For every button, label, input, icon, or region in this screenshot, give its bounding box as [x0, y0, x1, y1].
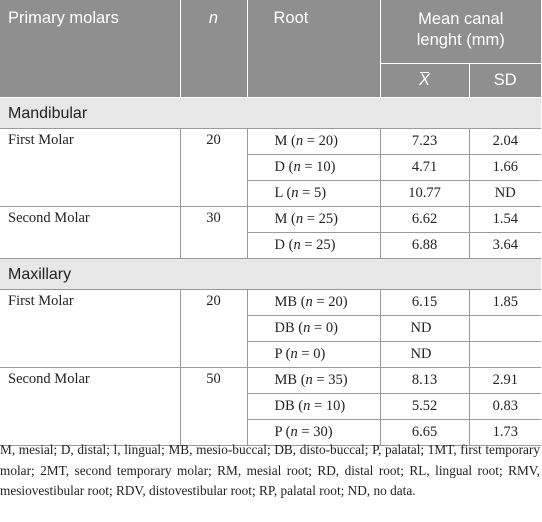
table-row: [0, 367, 541, 393]
table-footnote: M, mesial; D, distal; l, lingual; MB, mesio-buccal; DB, disto-buccal; P, palatal; 1MT, first temporary molar; 2MT, second temporary molar; RM, mesial root; RD, distal root; RL, lingual root; RMV, mesiovestibular root; RDV, distovestibular root; RP, palatal root; ND, no data.: [0, 442, 540, 498]
n-symbol: n: [305, 293, 313, 310]
n-symbol: n: [303, 319, 311, 336]
root-count: 0: [313, 345, 321, 362]
mean-value: 6.15: [380, 289, 469, 315]
header-root: Root: [247, 0, 380, 97]
section-row: [0, 97, 541, 128]
sd-value: 0.83: [469, 393, 541, 419]
table-row: [0, 206, 541, 232]
root-count: 20: [318, 132, 334, 149]
tooth-name: First Molar: [0, 128, 180, 206]
mean-value: 10.77: [380, 180, 469, 206]
header-mean-line2: lenght (mm): [416, 31, 505, 49]
sd-value: [469, 341, 541, 367]
root-name: P: [274, 345, 283, 362]
root-name: M: [274, 210, 288, 227]
sd-value: ND: [469, 180, 541, 206]
root-count: 25: [318, 210, 334, 227]
root-cell: MB (n = 35): [247, 367, 380, 393]
sample-size: 50: [180, 367, 247, 445]
header-sd: SD: [469, 63, 541, 97]
mean-value: ND: [380, 341, 469, 367]
root-count: 25: [316, 236, 331, 253]
table-row: [0, 289, 541, 315]
tooth-name: Second Molar: [0, 206, 180, 258]
mean-value: 4.71: [380, 154, 469, 180]
section-row: [0, 258, 541, 289]
root-cell: P (n = 0): [247, 341, 380, 367]
n-symbol: n: [295, 132, 304, 149]
root-cell: M (n = 25): [247, 206, 380, 232]
n-symbol: n: [290, 423, 298, 440]
mean-value: 6.62: [380, 206, 469, 232]
n-symbol: n: [293, 158, 301, 175]
root-name: MB: [274, 371, 298, 388]
n-symbol: n: [291, 184, 299, 201]
header-primary-molars: Primary molars: [0, 0, 180, 97]
sd-value: 1.85: [469, 289, 541, 315]
sample-size: 30: [180, 206, 247, 258]
root-name: M: [274, 132, 288, 149]
root-cell: D (n = 10): [247, 154, 380, 180]
root-name: P: [274, 423, 283, 440]
mean-value: 8.13: [380, 367, 469, 393]
root-name: MB: [274, 293, 298, 310]
root-name: D: [274, 236, 285, 253]
mean-value: ND: [380, 315, 469, 341]
section-label: Mandibular: [0, 97, 541, 128]
header-n: n: [180, 0, 247, 97]
root-name: DB: [274, 397, 295, 414]
root-count: 0: [325, 319, 334, 336]
header-mean-canal-length: [380, 0, 541, 63]
mean-value: 6.65: [380, 419, 469, 445]
root-cell: DB (n = 10): [247, 393, 380, 419]
n-symbol: n: [295, 210, 304, 227]
n-symbol: n: [293, 236, 301, 253]
root-count: 30: [313, 423, 328, 440]
table-body: [0, 97, 541, 445]
root-cell: L (n = 5): [247, 180, 380, 206]
root-name: L: [274, 184, 283, 201]
root-cell: DB (n = 0): [247, 315, 380, 341]
root-count: 35: [328, 371, 343, 388]
table-row: [0, 128, 541, 154]
sd-value: 2.04: [469, 128, 541, 154]
mean-value: 7.23: [380, 128, 469, 154]
sd-value: 1.54: [469, 206, 541, 232]
root-cell: M (n = 20): [247, 128, 380, 154]
root-name: D: [274, 158, 285, 175]
sd-value: 2.91: [469, 367, 541, 393]
tooth-name: Second Molar: [0, 367, 180, 445]
table-header: [0, 0, 541, 97]
sample-size: 20: [180, 128, 247, 206]
n-symbol: n: [305, 371, 313, 388]
sd-value: 3.64: [469, 232, 541, 258]
root-count: 20: [328, 293, 343, 310]
root-name: DB: [274, 319, 295, 336]
sd-value: [469, 315, 541, 341]
tooth-name: First Molar: [0, 289, 180, 367]
mean-value: 5.52: [380, 393, 469, 419]
header-mean-line1: Mean canal: [418, 10, 504, 28]
sd-value: 1.73: [469, 419, 541, 445]
root-count: 10: [325, 397, 341, 414]
root-count: 5: [313, 184, 322, 201]
sd-value: 1.66: [469, 154, 541, 180]
root-cell: P (n = 30): [247, 419, 380, 445]
root-count: 10: [316, 158, 331, 175]
root-cell: MB (n = 20): [247, 289, 380, 315]
section-label: Maxillary: [0, 258, 541, 289]
n-symbol: n: [303, 397, 311, 414]
mean-value: 6.88: [380, 232, 469, 258]
x-bar-symbol: X: [418, 70, 430, 89]
header-mean-x: [380, 63, 469, 97]
sample-size: 20: [180, 289, 247, 367]
root-cell: D (n = 25): [247, 232, 380, 258]
n-symbol: n: [290, 345, 298, 362]
